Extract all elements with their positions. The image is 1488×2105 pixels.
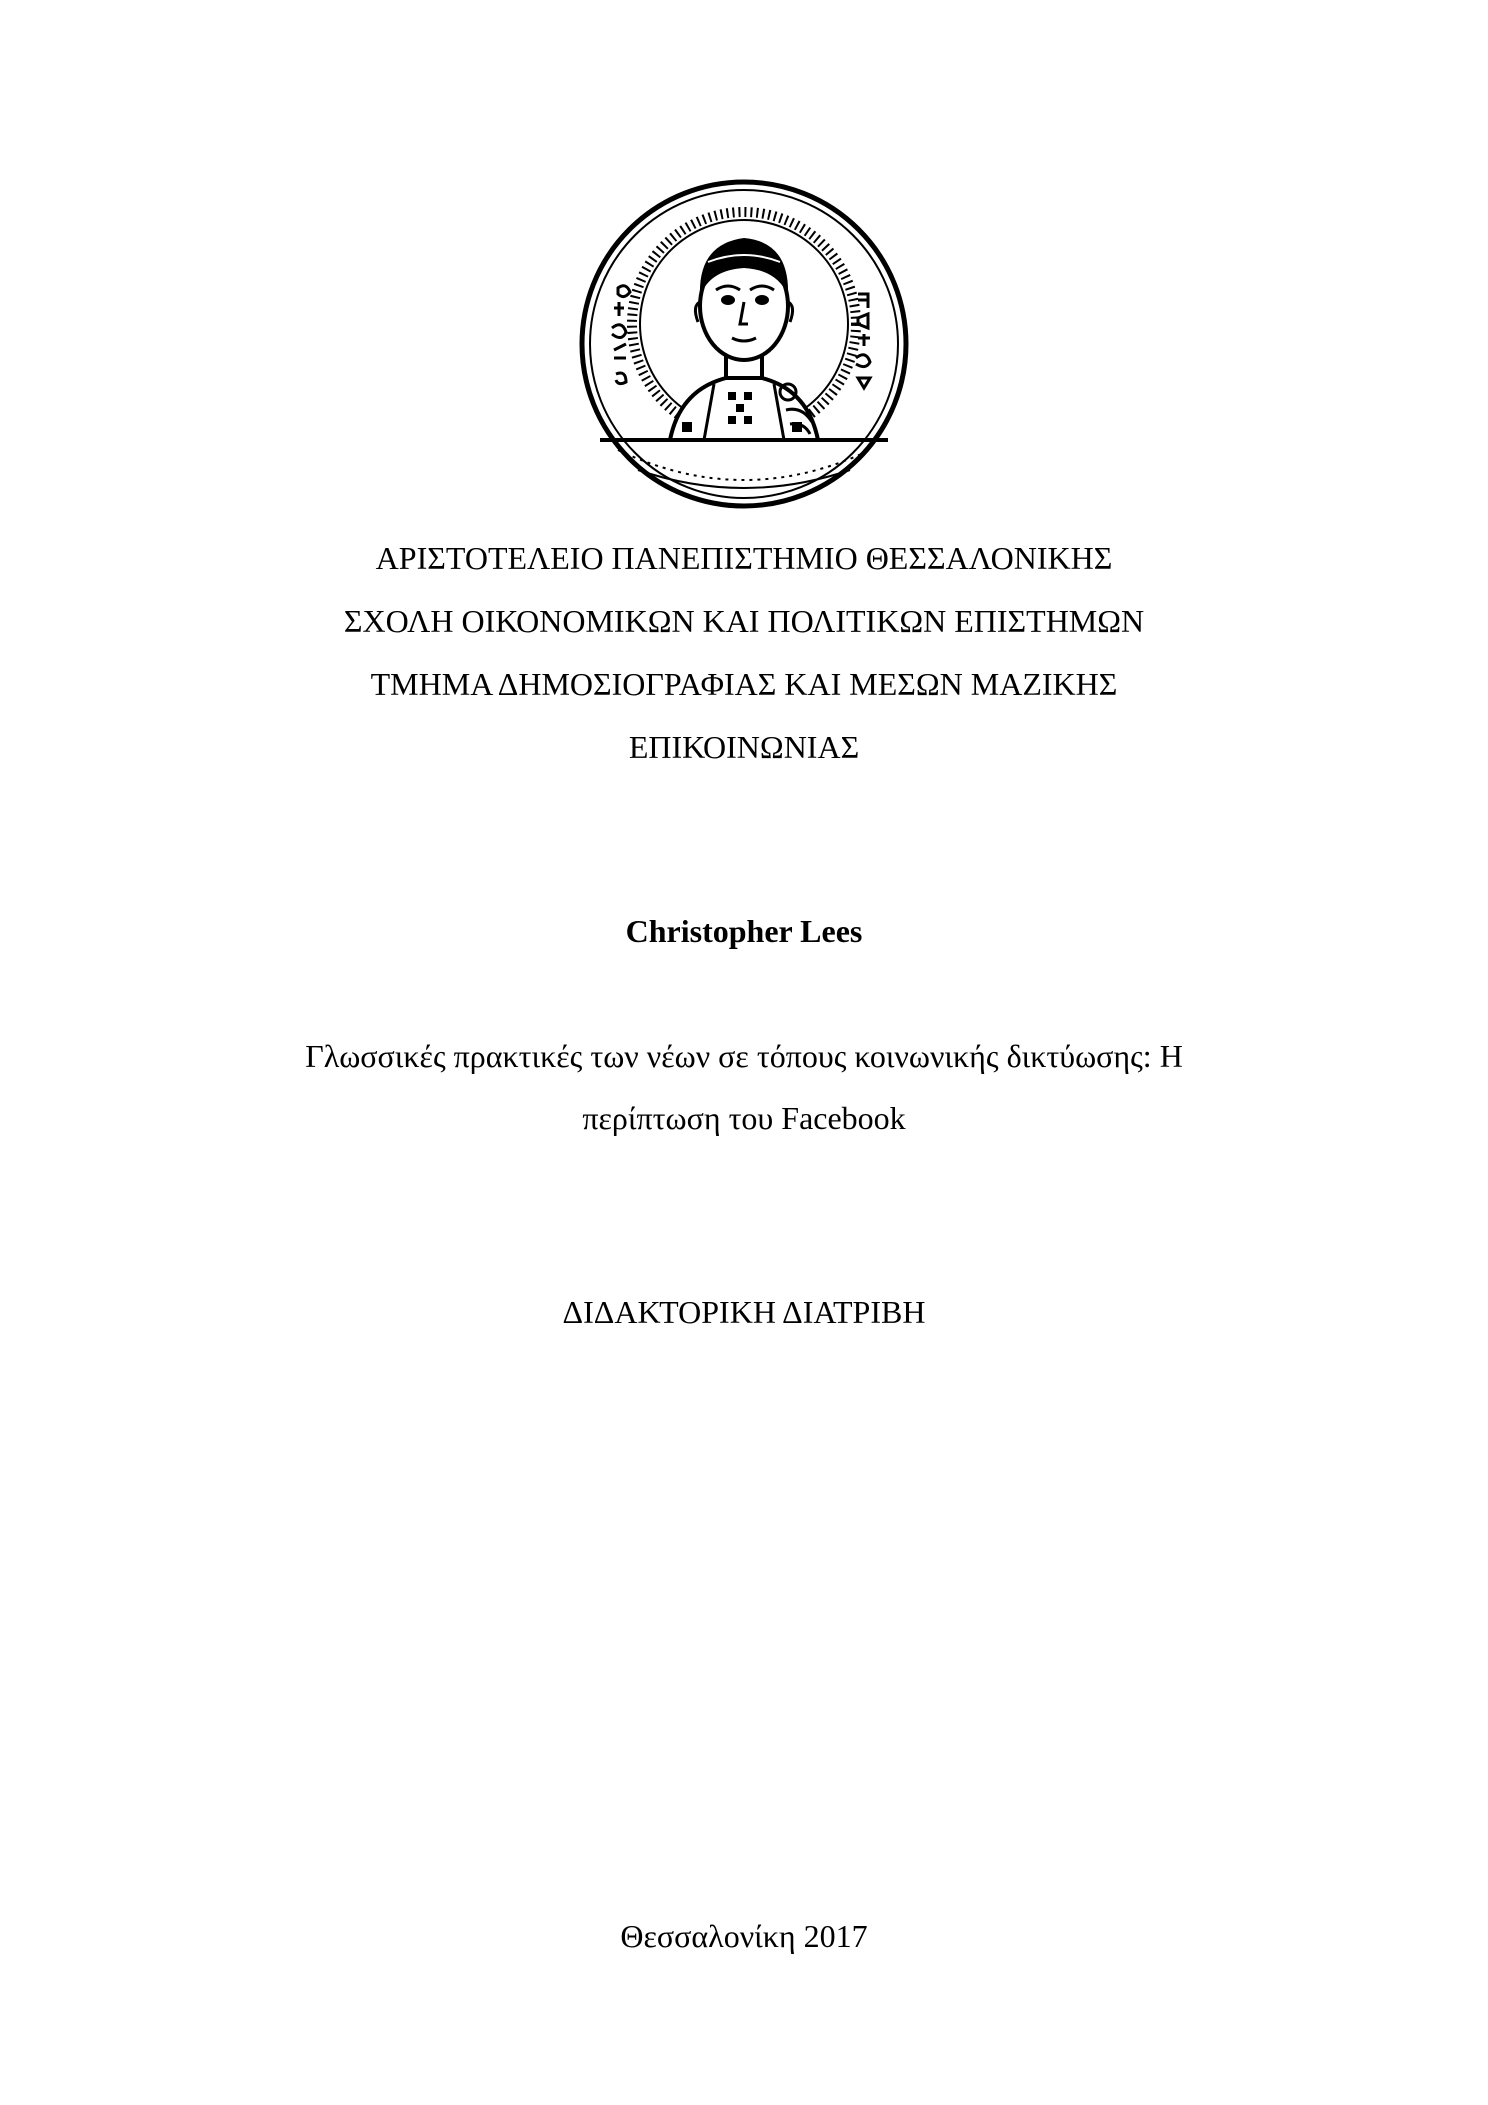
university-seal-icon [578,178,910,510]
document-type: ΔΙΔΑΚΤΟΡΙΚΗ ΔΙΑΤΡΙΒΗ [562,1294,926,1330]
thesis-title-line-1: Γλωσσικές πρακτικές των νέων σε τόπους κοινωνικής δικτύωσης: Η [305,1038,1183,1074]
thesis-title-line-2: περίπτωση του Facebook [582,1100,906,1136]
place-and-year: Θεσσαλονίκη 2017 [620,1918,868,1954]
school-name: ΣΧΟΛΗ ΟΙΚΟΝΟΜΙΚΩΝ ΚΑΙ ΠΟΛΙΤΙΚΩΝ ΕΠΙΣΤΗΜΩΝ [343,603,1145,639]
department-name-line-1: ΤΜΗΜΑ ΔΗΜΟΣΙΟΓΡΑΦΙΑΣ ΚΑΙ ΜΕΣΩΝ ΜΑΖΙΚΗΣ [370,666,1118,702]
author-name: Christopher Lees [625,913,863,949]
university-name: ΑΡΙΣΤΟΤΕΛΕΙΟ ΠΑΝΕΠΙΣΤΗΜΙΟ ΘΕΣΣΑΛΟΝΙΚΗΣ [375,540,1113,576]
department-name-line-2: ΕΠΙΚΟΙΝΩΝΙΑΣ [628,729,860,765]
